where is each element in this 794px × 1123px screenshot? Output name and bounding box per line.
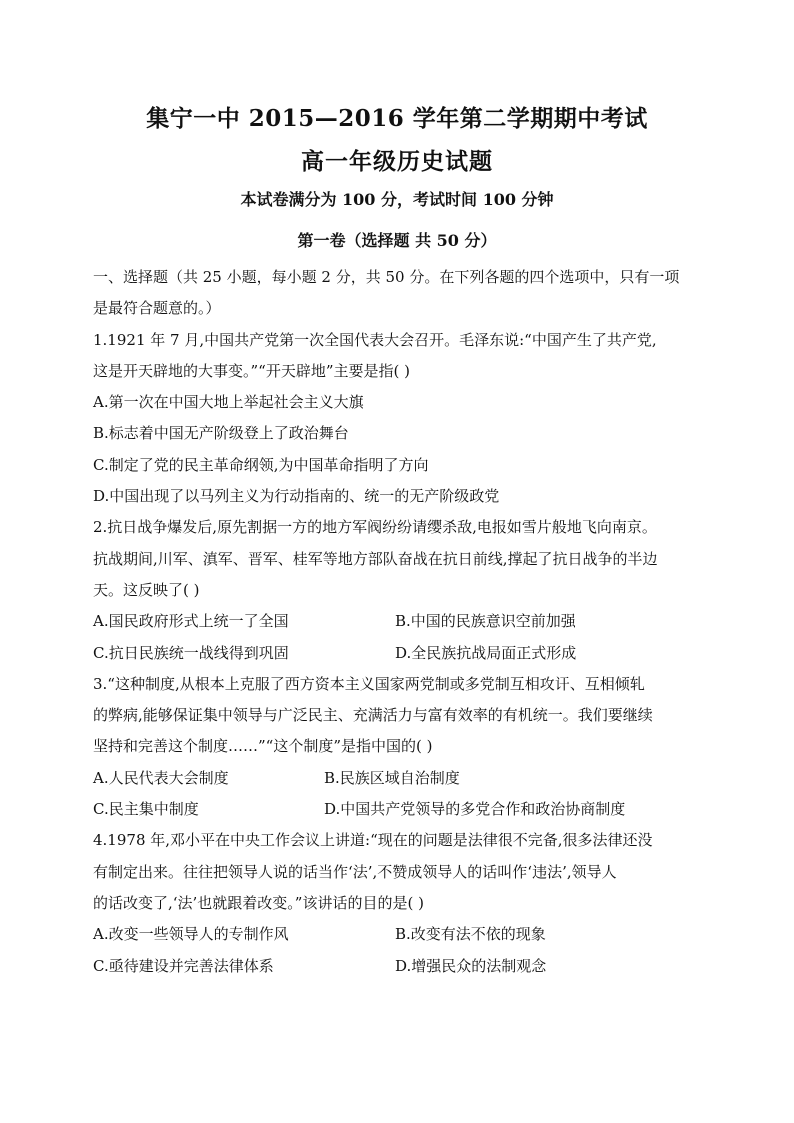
option-d: D.中国共产党领导的多党合作和政治协商制度 (324, 800, 626, 819)
option-c: C.制定了党的民主革命纲领,为中国革命指明了方向 (93, 455, 429, 474)
exam-body (93, 262, 713, 982)
options-row (93, 919, 713, 950)
question-stem: 2.抗日战争爆发后,原先割据一方的地方军阀纷纷请缨杀敌,电报如雪片般地飞向南京。 (93, 518, 657, 537)
exam-title: 集宁一中 2015—2016 学年第二学期期中考试 (146, 105, 648, 132)
option-d: D.中国出现了以马列主义为行动指南的、统一的无产阶级政党 (93, 487, 500, 506)
question-stem: 3.“这种制度,从根本上克服了西方资本主义国家两党制或多党制互相攻讦、互相倾轧 (93, 674, 645, 693)
options-row (93, 794, 713, 825)
options-row (93, 951, 713, 982)
section-title: 第一卷（选择题 共 50 分） (297, 231, 497, 250)
option-a: A.改变一些领导人的专制作风 (93, 925, 289, 944)
option-b: B.标志着中国无产阶级登上了政治舞台 (93, 424, 349, 443)
question-4 (93, 825, 713, 981)
option-d: D.全民族抗战局面正式形成 (395, 643, 577, 662)
question-stem: 的话改变了,‘法’也就跟着改变。”该讲话的目的是( ) (93, 893, 424, 912)
options-row (93, 606, 713, 637)
question-stem: 1.1921 年 7 月,中国共产党第一次全国代表大会召开。毛泽东说:“中国产生了共产党, (93, 330, 657, 349)
question-stem: 这是开天辟地的大事变。”“开天辟地”主要是指( ) (93, 361, 410, 380)
question-stem: 的弊病,能够保证集中领导与广泛民主、充满活力与富有效率的有机统一。我们要继续 (93, 706, 653, 725)
option-d: D.增强民众的法制观念 (395, 956, 547, 975)
option-a: A.人民代表大会制度 (93, 768, 229, 787)
instructions-line: 是最符合题意的。） (93, 299, 221, 318)
question-stem: 天。这反映了( ) (93, 580, 200, 599)
options-row (93, 763, 713, 794)
exam-info: 本试卷满分为 100 分，考试时间 100 分钟 (240, 190, 554, 209)
instructions-line: 一、选择题（共 25 小题，每小题 2 分，共 50 分。在下列各题的四个选项中，只有一项 (93, 268, 680, 286)
question-2 (93, 512, 713, 668)
option-c: C.抗日民族统一战线得到巩固 (93, 643, 289, 662)
question-stem: 坚持和完善这个制度……”“这个制度”是指中国的( ) (93, 737, 433, 756)
question-stem: 4.1978 年,邓小平在中央工作会议上讲道:“现在的问题是法律很不完备,很多法律还没 (93, 831, 653, 850)
option-b: B.中国的民族意识空前加强 (395, 612, 576, 631)
question-stem: 有制定出来。往往把领导人说的话当作‘法’,不赞成领导人的话叫作‘违法’,领导人 (93, 862, 617, 881)
question-3 (93, 669, 713, 825)
option-c: C.民主集中制度 (93, 800, 199, 819)
question-1 (93, 325, 713, 513)
option-c: C.亟待建设并完善法律体系 (93, 956, 274, 975)
option-b: B.民族区域自治制度 (324, 768, 460, 787)
option-a: A.国民政府形式上统一了全国 (93, 612, 289, 631)
option-a: A.第一次在中国大地上举起社会主义大旗 (93, 393, 364, 412)
question-stem: 抗战期间,川军、滇军、晋军、桂军等地方部队奋战在抗日前线,撑起了抗日战争的半边 (93, 549, 658, 568)
options-row (93, 638, 713, 669)
exam-subject-title: 高一年级历史试题 (301, 148, 493, 175)
option-b: B.改变有法不依的现象 (395, 925, 546, 944)
